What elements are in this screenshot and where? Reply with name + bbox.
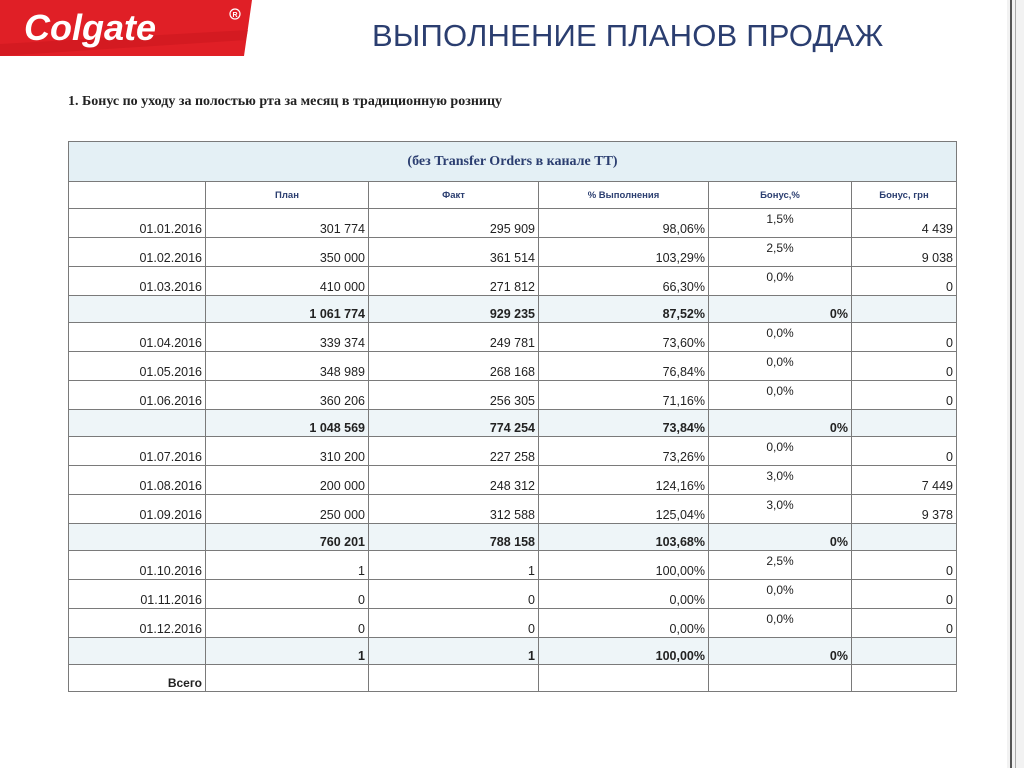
fact-cell: 0 bbox=[369, 580, 539, 609]
period-cell bbox=[69, 410, 206, 437]
colgate-logo bbox=[0, 0, 252, 56]
plan-cell: 1 bbox=[206, 551, 369, 580]
bonus-percent-cell: 2,5% bbox=[709, 238, 852, 267]
fact-cell: 312 588 bbox=[369, 495, 539, 524]
sales-plan-table bbox=[68, 141, 957, 692]
period-cell bbox=[69, 638, 206, 665]
completion-cell: 100,00% bbox=[539, 638, 709, 665]
plan-cell: 410 000 bbox=[206, 267, 369, 296]
completion-cell: 103,68% bbox=[539, 524, 709, 551]
completion-cell: 124,16% bbox=[539, 466, 709, 495]
header-fact: Факт bbox=[369, 182, 539, 209]
bonus-uah-cell bbox=[852, 665, 957, 692]
period-cell bbox=[69, 524, 206, 551]
header-completion: % Выполнения bbox=[539, 182, 709, 209]
period-cell: 01.12.2016 bbox=[69, 609, 206, 638]
header-period bbox=[69, 182, 206, 209]
period-cell: 01.08.2016 bbox=[69, 466, 206, 495]
table-row bbox=[69, 209, 957, 238]
completion-cell: 76,84% bbox=[539, 352, 709, 381]
colgate-logo-graphic bbox=[0, 0, 252, 56]
table-row bbox=[69, 352, 957, 381]
completion-cell: 66,30% bbox=[539, 267, 709, 296]
header-plan: План bbox=[206, 182, 369, 209]
bonus-uah-cell: 7 449 bbox=[852, 466, 957, 495]
bonus-uah-cell: 0 bbox=[852, 381, 957, 410]
period-cell: 01.02.2016 bbox=[69, 238, 206, 267]
completion-cell: 73,60% bbox=[539, 323, 709, 352]
bonus-percent-cell: 0,0% bbox=[709, 437, 852, 466]
completion-cell: 73,84% bbox=[539, 410, 709, 437]
total-row bbox=[69, 665, 957, 692]
completion-cell: 98,06% bbox=[539, 209, 709, 238]
plan-cell bbox=[206, 665, 369, 692]
period-cell bbox=[69, 296, 206, 323]
bonus-percent-cell: 0,0% bbox=[709, 381, 852, 410]
plan-cell: 348 989 bbox=[206, 352, 369, 381]
svg-text:R: R bbox=[232, 12, 238, 19]
subtotal-row bbox=[69, 410, 957, 437]
bonus-uah-cell: 9 038 bbox=[852, 238, 957, 267]
table-row bbox=[69, 495, 957, 524]
fact-cell: 788 158 bbox=[369, 524, 539, 551]
fact-cell bbox=[369, 665, 539, 692]
fact-cell: 256 305 bbox=[369, 381, 539, 410]
bonus-percent-cell: 0% bbox=[709, 638, 852, 665]
bonus-percent-cell: 0% bbox=[709, 524, 852, 551]
plan-cell: 1 061 774 bbox=[206, 296, 369, 323]
completion-cell: 100,00% bbox=[539, 551, 709, 580]
fact-cell: 248 312 bbox=[369, 466, 539, 495]
table-row bbox=[69, 238, 957, 267]
fact-cell: 249 781 bbox=[369, 323, 539, 352]
bonus-uah-cell: 0 bbox=[852, 352, 957, 381]
bonus-uah-cell: 0 bbox=[852, 580, 957, 609]
table-row bbox=[69, 466, 957, 495]
fact-cell: 0 bbox=[369, 609, 539, 638]
table-caption-row bbox=[69, 142, 957, 182]
plan-cell: 301 774 bbox=[206, 209, 369, 238]
plan-cell: 339 374 bbox=[206, 323, 369, 352]
completion-cell: 0,00% bbox=[539, 580, 709, 609]
bonus-percent-cell: 1,5% bbox=[709, 209, 852, 238]
subtotal-row bbox=[69, 296, 957, 323]
completion-cell: 0,00% bbox=[539, 609, 709, 638]
fact-cell: 1 bbox=[369, 551, 539, 580]
bonus-percent-cell: 3,0% bbox=[709, 466, 852, 495]
period-cell: 01.07.2016 bbox=[69, 437, 206, 466]
header-bonus-uah: Бонус, грн bbox=[852, 182, 957, 209]
completion-cell: 71,16% bbox=[539, 381, 709, 410]
plan-cell: 310 200 bbox=[206, 437, 369, 466]
bonus-percent-cell: 2,5% bbox=[709, 551, 852, 580]
period-cell: 01.10.2016 bbox=[69, 551, 206, 580]
completion-cell bbox=[539, 665, 709, 692]
table-row bbox=[69, 580, 957, 609]
table-row bbox=[69, 323, 957, 352]
decorative-side-bar bbox=[1007, 0, 1024, 768]
period-cell: 01.04.2016 bbox=[69, 323, 206, 352]
bonus-uah-cell: 0 bbox=[852, 551, 957, 580]
table-header-row bbox=[69, 182, 957, 209]
bonus-uah-cell: 4 439 bbox=[852, 209, 957, 238]
plan-cell: 1 048 569 bbox=[206, 410, 369, 437]
table-row bbox=[69, 551, 957, 580]
fact-cell: 268 168 bbox=[369, 352, 539, 381]
fact-cell: 1 bbox=[369, 638, 539, 665]
table-caption: (без Transfer Orders в канале ТТ) bbox=[69, 142, 957, 182]
plan-cell: 0 bbox=[206, 580, 369, 609]
plan-cell: 760 201 bbox=[206, 524, 369, 551]
fact-cell: 929 235 bbox=[369, 296, 539, 323]
bonus-uah-cell: 0 bbox=[852, 437, 957, 466]
table-row bbox=[69, 267, 957, 296]
period-cell: 01.05.2016 bbox=[69, 352, 206, 381]
fact-cell: 295 909 bbox=[369, 209, 539, 238]
bonus-percent-cell: 3,0% bbox=[709, 495, 852, 524]
bonus-uah-cell: 0 bbox=[852, 323, 957, 352]
bonus-percent-cell: 0% bbox=[709, 410, 852, 437]
svg-text:Colgate: Colgate bbox=[24, 7, 157, 48]
table-row bbox=[69, 609, 957, 638]
plan-cell: 350 000 bbox=[206, 238, 369, 267]
page-title: ВЫПОЛНЕНИЕ ПЛАНОВ ПРОДАЖ bbox=[372, 18, 884, 53]
bonus-uah-cell bbox=[852, 410, 957, 437]
table-row bbox=[69, 381, 957, 410]
bonus-percent-cell: 0% bbox=[709, 296, 852, 323]
plan-cell: 200 000 bbox=[206, 466, 369, 495]
section-subtitle: 1. Бонус по уходу за полостью рта за месяц в традиционную розницу bbox=[68, 94, 503, 109]
period-cell: 01.01.2016 bbox=[69, 209, 206, 238]
fact-cell: 774 254 bbox=[369, 410, 539, 437]
fact-cell: 361 514 bbox=[369, 238, 539, 267]
bonus-percent-cell: 0,0% bbox=[709, 267, 852, 296]
bonus-percent-cell: 0,0% bbox=[709, 580, 852, 609]
bonus-uah-cell bbox=[852, 638, 957, 665]
completion-cell: 125,04% bbox=[539, 495, 709, 524]
completion-cell: 103,29% bbox=[539, 238, 709, 267]
period-cell: 01.03.2016 bbox=[69, 267, 206, 296]
completion-cell: 87,52% bbox=[539, 296, 709, 323]
period-cell: 01.09.2016 bbox=[69, 495, 206, 524]
bonus-uah-cell: 0 bbox=[852, 267, 957, 296]
plan-cell: 250 000 bbox=[206, 495, 369, 524]
bonus-uah-cell: 0 bbox=[852, 609, 957, 638]
fact-cell: 271 812 bbox=[369, 267, 539, 296]
fact-cell: 227 258 bbox=[369, 437, 539, 466]
subtotal-row bbox=[69, 524, 957, 551]
plan-cell: 360 206 bbox=[206, 381, 369, 410]
plan-cell: 1 bbox=[206, 638, 369, 665]
bonus-uah-cell bbox=[852, 524, 957, 551]
plan-cell: 0 bbox=[206, 609, 369, 638]
bonus-uah-cell bbox=[852, 296, 957, 323]
bonus-percent-cell: 0,0% bbox=[709, 323, 852, 352]
bonus-percent-cell bbox=[709, 665, 852, 692]
period-cell: 01.06.2016 bbox=[69, 381, 206, 410]
bonus-percent-cell: 0,0% bbox=[709, 609, 852, 638]
period-cell: 01.11.2016 bbox=[69, 580, 206, 609]
completion-cell: 73,26% bbox=[539, 437, 709, 466]
bonus-percent-cell: 0,0% bbox=[709, 352, 852, 381]
bonus-uah-cell: 9 378 bbox=[852, 495, 957, 524]
subtotal-row bbox=[69, 638, 957, 665]
period-cell: Всего bbox=[69, 665, 206, 692]
table-row bbox=[69, 437, 957, 466]
header-bonus-percent: Бонус,% bbox=[709, 182, 852, 209]
